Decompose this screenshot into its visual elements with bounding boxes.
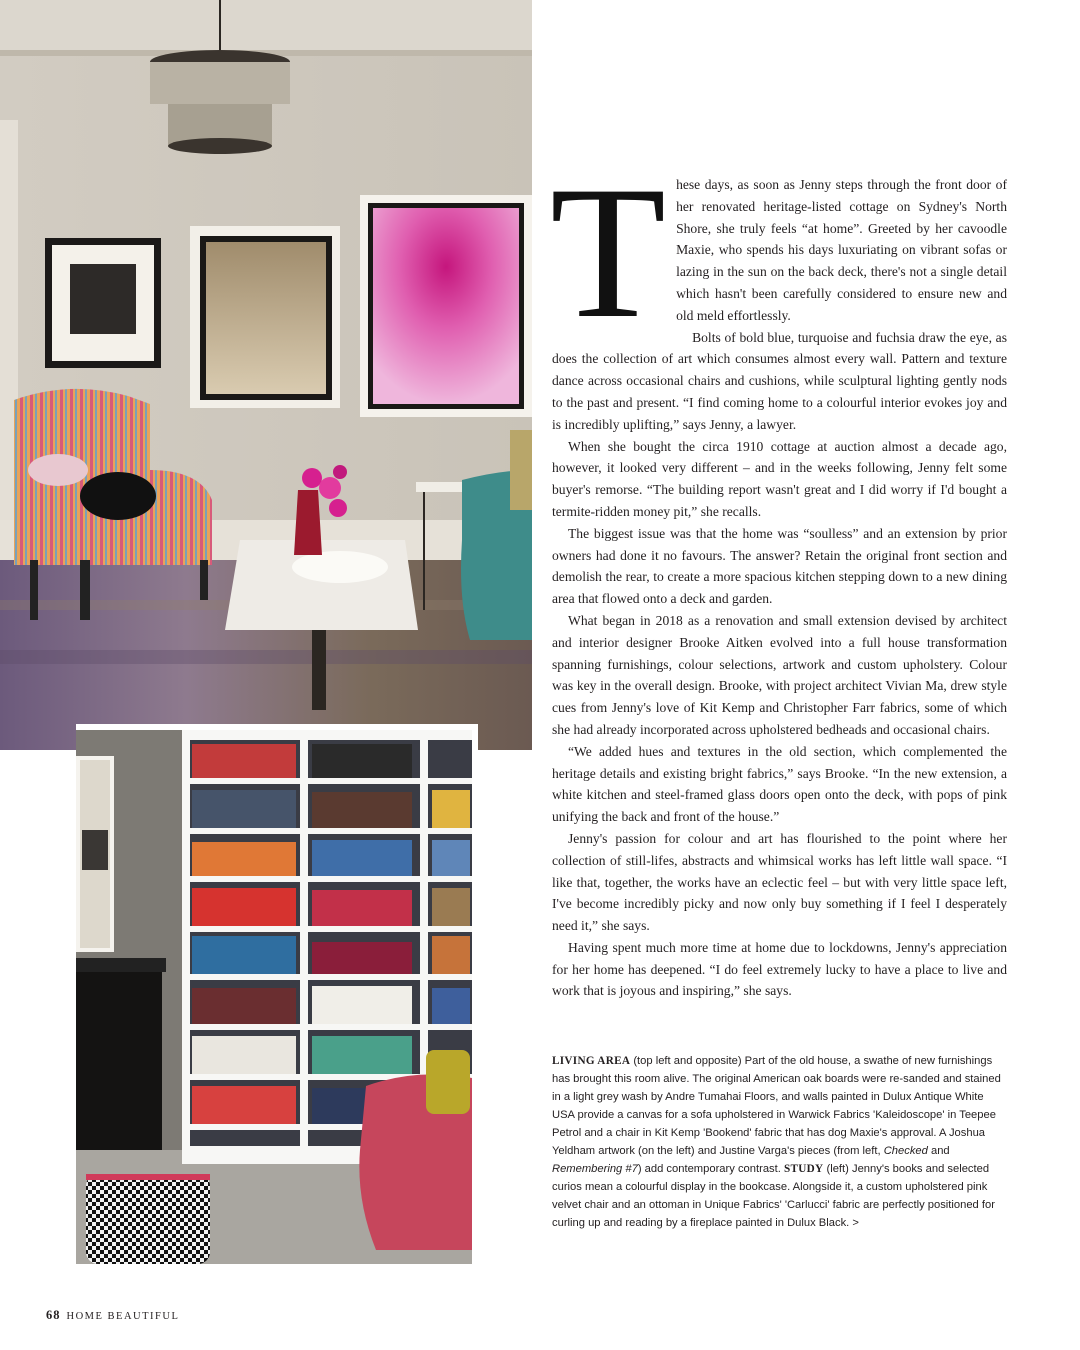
study-photo <box>76 724 478 1264</box>
caption-artwork-title: Checked <box>883 1145 928 1157</box>
paragraph-4: The biggest issue was that the home was “soulless” and an extension by prior owners had done it no favours. The answer? Retain the original front section and demolish the rear, to create a more spacious kitchen stepping down to a new dining area that flowed onto a deck and garden. <box>552 525 1007 607</box>
caption-artwork-title: Remembering #7 <box>552 1163 638 1175</box>
photo-caption <box>552 1052 1007 1232</box>
paragraph-3: When she bought the circa 1910 cottage at auction almost a decade ago, however, it looked very different – and in the weeks following, Jenny felt some buyer's remorse. “The building report wasn't great and I did worry if I'd bought a termite-ridden money pit,” she recalls. <box>552 438 1007 519</box>
intro-paragraph <box>550 148 1007 358</box>
page-folio <box>46 1308 179 1323</box>
caption-text: and <box>927 1145 950 1157</box>
article-body <box>550 148 1007 1002</box>
caption-text: (top left and opposite) Part of the old house, a swathe of new furnishings has brought this room alive. The original American oak boards were re-sanded and stained in a light grey wash by Andre Tumahai Floors, and walls painted in Dulux Antique White USA provide a canvas for a sofa upholstered in Warwick Fabrics 'Kaleidoscope' in Teepee Petrol and a chair in Kit Kemp 'Bookend' fabric that has dog Maxie's approval. A Joshua Yeldham artwork (on the left) and Justine Varga's pieces (from left, <box>552 1055 1001 1157</box>
living-room-photo <box>0 0 532 750</box>
paragraph-5: What began in 2018 as a renovation and small extension devised by architect and interior designer Brooke Aitken evolved into a full house transformation spanning furnishings, colour selections, artwork and custom upholstery. Colour was key in the overall design. Brooke, with project architect Vivian Ma, drew style cues from Jenny's love of Kit Kemp and Christopher Farr fabrics, some of which she had already incorporated across upholstered bedheads and occasional chairs. <box>552 612 1007 737</box>
drop-cap: T <box>550 148 665 358</box>
paragraph-6: “We added hues and textures in the old section, which complemented the heritage details and existing bright fabrics,” says Brooke. “In the new extension, a white kitchen and steel-framed glass doors open onto the deck, with pops of pink unifying the back and front of the house.” <box>552 743 1007 825</box>
caption-text: (left) Jenny's books and selected curios mean a colourful display in the bookcase. Alongside it, a custom upholstered pink velvet chair and an ottoman in Unique Fabrics' 'Carlucci' fabric are perfectly positioned for curling up and reading by a fireplace painted in Dulux Black. > <box>552 1163 995 1229</box>
caption-heading-living: LIVING AREA <box>552 1055 631 1067</box>
paragraph-8: Having spent much more time at home due to lockdowns, Jenny's appreciation for her home has deepened. “I do feel extremely lucky to have a place to live and work that is joyous and inspiring,” she says. <box>552 939 1007 999</box>
publication-name: HOME BEAUTIFUL <box>66 1311 180 1322</box>
page-number: 68 <box>46 1308 61 1322</box>
intro-text: hese days, as soon as Jenny steps through the front door of her renovated heritage-listed cottage on Sydney's North Shore, she truly feels “at home”. Greeted by her cavoodle Maxie, who spends his days luxuriating on vibrant sofas or lazing in the sun on the back deck, there's not a single detail which hasn't been carefully considered to ensure new and old meld effortlessly. <box>676 177 1007 323</box>
paragraph-2: Bolts of bold blue, turquoise and fuchsia draw the eye, as does the collection of art which consumes almost every wall. Pattern and texture dance across occasional chairs and cushions, while sculptural lighting gently nods to the past and present. “I find coming home to a colourful interior evokes joy and is incredibly uplifting,” says Jenny, a lawyer. <box>552 329 1007 432</box>
caption-text: ) add contemporary contrast. <box>637 1163 784 1175</box>
paragraph-7: Jenny's passion for colour and art has flourished to the point where her collection of still-lifes, abstracts and whimsical works has left little wall space. “I like that, together, the works have an eclectic feel – but with very little space left, I've become incredibly picky and now only buy something if I feel I desperately need it,” she says. <box>552 830 1007 934</box>
caption-heading-study: STUDY <box>783 1163 824 1175</box>
